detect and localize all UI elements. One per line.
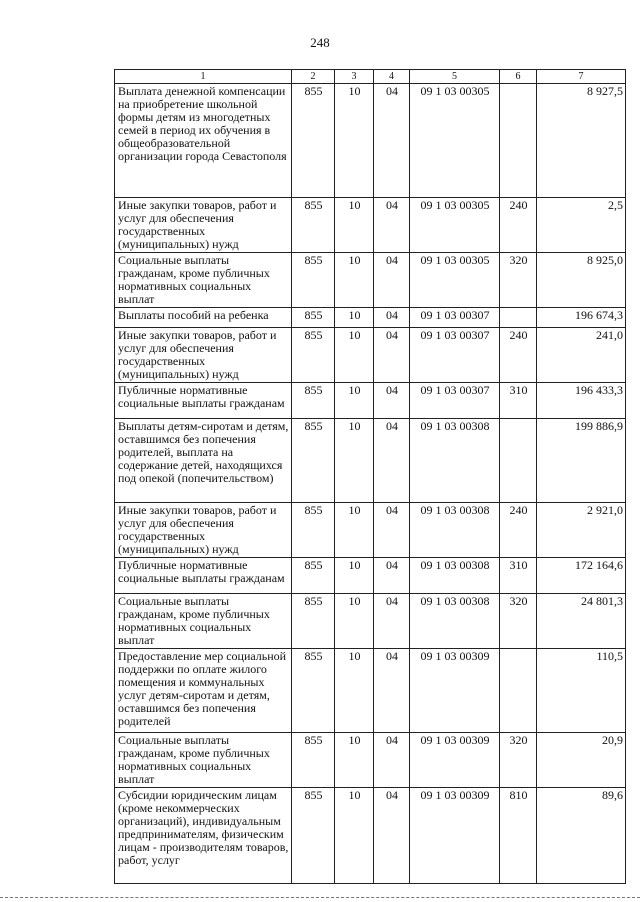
section-code-cell: 10 <box>335 84 374 198</box>
section-code-cell: 10 <box>335 558 374 594</box>
amount-cell: 110,5 <box>537 649 626 733</box>
table-row <box>115 198 626 253</box>
subsection-code-cell: 04 <box>374 308 410 328</box>
subsection-code-cell: 04 <box>374 788 410 884</box>
target-article-code-cell: 09 1 03 00307 <box>410 308 500 328</box>
header-row <box>115 70 626 84</box>
expense-name-cell: Иные закупки товаров, работ и услуг для обеспечения государственных (муниципальных) нужд <box>115 198 292 253</box>
table-row <box>115 419 626 503</box>
column-header-5: 5 <box>410 70 500 84</box>
amount-cell: 89,6 <box>537 788 626 884</box>
expense-type-code-cell <box>500 308 537 328</box>
ministry-code-cell: 855 <box>292 383 335 419</box>
expense-name-cell: Предоставление мер социальной поддержки по оплате жилого помещения и коммунальных услуг детям-сиротам и детям, оставшимся без попечения родителей <box>115 649 292 733</box>
subsection-code-cell: 04 <box>374 253 410 308</box>
amount-cell: 196 433,3 <box>537 383 626 419</box>
table-row <box>115 253 626 308</box>
amount-cell: 241,0 <box>537 328 626 383</box>
column-header-7: 7 <box>537 70 626 84</box>
expense-type-code-cell <box>500 84 537 198</box>
column-header-6: 6 <box>500 70 537 84</box>
target-article-code-cell: 09 1 03 00305 <box>410 84 500 198</box>
section-code-cell: 10 <box>335 503 374 558</box>
amount-cell: 8 925,0 <box>537 253 626 308</box>
section-code-cell: 10 <box>335 308 374 328</box>
table-row <box>115 503 626 558</box>
subsection-code-cell: 04 <box>374 419 410 503</box>
subsection-code-cell: 04 <box>374 328 410 383</box>
expense-name-cell: Выплаты детям-сиротам и детям, оставшимся без попечения родителей, выплата на содержание детей, находящихся под опекой (попечительством) <box>115 419 292 503</box>
expense-name-cell: Социальные выплаты гражданам, кроме публичных нормативных социальных выплат <box>115 253 292 308</box>
expense-type-code-cell <box>500 649 537 733</box>
expense-type-code-cell <box>500 419 537 503</box>
target-article-code-cell: 09 1 03 00308 <box>410 503 500 558</box>
expense-name-cell: Публичные нормативные социальные выплаты гражданам <box>115 383 292 419</box>
table-row <box>115 594 626 649</box>
section-code-cell: 10 <box>335 419 374 503</box>
target-article-code-cell: 09 1 03 00308 <box>410 419 500 503</box>
table-row <box>115 558 626 594</box>
table-row <box>115 649 626 733</box>
bottom-rule <box>0 897 640 898</box>
section-code-cell: 10 <box>335 733 374 788</box>
subsection-code-cell: 04 <box>374 594 410 649</box>
table-row <box>115 788 626 884</box>
subsection-code-cell: 04 <box>374 198 410 253</box>
table-row <box>115 328 626 383</box>
table-body <box>115 84 626 884</box>
expense-type-code-cell: 320 <box>500 733 537 788</box>
table-row <box>115 84 626 198</box>
target-article-code-cell: 09 1 03 00307 <box>410 383 500 419</box>
ministry-code-cell: 855 <box>292 788 335 884</box>
amount-cell: 2 921,0 <box>537 503 626 558</box>
target-article-code-cell: 09 1 03 00305 <box>410 253 500 308</box>
target-article-code-cell: 09 1 03 00309 <box>410 649 500 733</box>
expense-type-code-cell: 320 <box>500 253 537 308</box>
expense-name-cell: Иные закупки товаров, работ и услуг для обеспечения государственных (муниципальных) нужд <box>115 503 292 558</box>
expense-name-cell: Иные закупки товаров, работ и услуг для обеспечения государственных (муниципальных) нужд <box>115 328 292 383</box>
target-article-code-cell: 09 1 03 00308 <box>410 594 500 649</box>
amount-cell: 8 927,5 <box>537 84 626 198</box>
expense-type-code-cell: 240 <box>500 328 537 383</box>
subsection-code-cell: 04 <box>374 84 410 198</box>
section-code-cell: 10 <box>335 198 374 253</box>
ministry-code-cell: 855 <box>292 84 335 198</box>
subsection-code-cell: 04 <box>374 649 410 733</box>
target-article-code-cell: 09 1 03 00309 <box>410 733 500 788</box>
amount-cell: 2,5 <box>537 198 626 253</box>
expense-name-cell: Публичные нормативные социальные выплаты гражданам <box>115 558 292 594</box>
expense-type-code-cell: 310 <box>500 558 537 594</box>
expense-name-cell: Выплата денежной компенсации на приобретение школьной формы детям из многодетных семей в период их обучения в общеобразовательной организации города Севастополя <box>115 84 292 198</box>
expense-type-code-cell: 810 <box>500 788 537 884</box>
amount-cell: 24 801,3 <box>537 594 626 649</box>
section-code-cell: 10 <box>335 649 374 733</box>
expense-type-code-cell: 240 <box>500 503 537 558</box>
column-header-2: 2 <box>292 70 335 84</box>
budget-table <box>114 69 626 884</box>
column-header-1: 1 <box>115 70 292 84</box>
expense-type-code-cell: 320 <box>500 594 537 649</box>
ministry-code-cell: 855 <box>292 328 335 383</box>
expense-name-cell: Субсидии юридическим лицам (кроме некоммерческих организаций), индивидуальным предпринимателям, физическим лицам - производителям товаров, работ, услуг <box>115 788 292 884</box>
ministry-code-cell: 855 <box>292 419 335 503</box>
column-header-3: 3 <box>335 70 374 84</box>
table-header <box>115 70 626 84</box>
ministry-code-cell: 855 <box>292 503 335 558</box>
section-code-cell: 10 <box>335 788 374 884</box>
expense-type-code-cell: 310 <box>500 383 537 419</box>
expense-name-cell: Социальные выплаты гражданам, кроме публичных нормативных социальных выплат <box>115 733 292 788</box>
ministry-code-cell: 855 <box>292 733 335 788</box>
ministry-code-cell: 855 <box>292 253 335 308</box>
ministry-code-cell: 855 <box>292 308 335 328</box>
page-number: 248 <box>310 35 330 50</box>
table-row <box>115 308 626 328</box>
section-code-cell: 10 <box>335 253 374 308</box>
expense-name-cell: Социальные выплаты гражданам, кроме публичных нормативных социальных выплат <box>115 594 292 649</box>
target-article-code-cell: 09 1 03 00309 <box>410 788 500 884</box>
ministry-code-cell: 855 <box>292 594 335 649</box>
ministry-code-cell: 855 <box>292 558 335 594</box>
amount-cell: 172 164,6 <box>537 558 626 594</box>
table-row <box>115 733 626 788</box>
expense-name-cell: Выплаты пособий на ребенка <box>115 308 292 328</box>
table-row <box>115 383 626 419</box>
section-code-cell: 10 <box>335 594 374 649</box>
section-code-cell: 10 <box>335 328 374 383</box>
section-code-cell: 10 <box>335 383 374 419</box>
subsection-code-cell: 04 <box>374 383 410 419</box>
subsection-code-cell: 04 <box>374 733 410 788</box>
amount-cell: 196 674,3 <box>537 308 626 328</box>
amount-cell: 20,9 <box>537 733 626 788</box>
target-article-code-cell: 09 1 03 00305 <box>410 198 500 253</box>
ministry-code-cell: 855 <box>292 649 335 733</box>
target-article-code-cell: 09 1 03 00307 <box>410 328 500 383</box>
ministry-code-cell: 855 <box>292 198 335 253</box>
amount-cell: 199 886,9 <box>537 419 626 503</box>
column-header-4: 4 <box>374 70 410 84</box>
expense-type-code-cell: 240 <box>500 198 537 253</box>
subsection-code-cell: 04 <box>374 558 410 594</box>
subsection-code-cell: 04 <box>374 503 410 558</box>
target-article-code-cell: 09 1 03 00308 <box>410 558 500 594</box>
